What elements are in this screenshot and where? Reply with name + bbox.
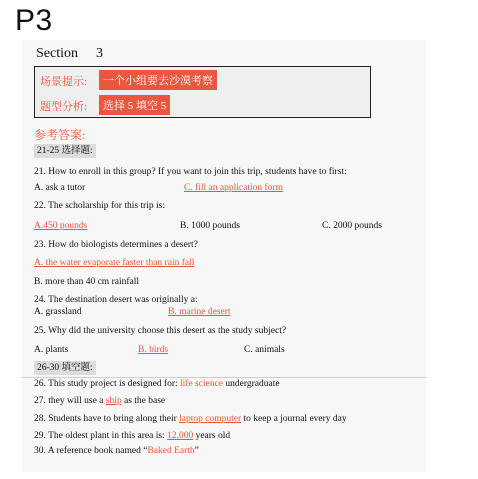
q21-answer-c: C. fill an application form	[184, 183, 283, 193]
q27-text: 27. they will use a	[34, 396, 106, 406]
section-heading	[36, 46, 103, 62]
q22-option-c: C. 2000 pounds	[322, 221, 382, 231]
scene-label: 场景提示:	[40, 76, 88, 88]
q27-suffix: as the base	[121, 396, 166, 406]
type-label: 题型分析:	[40, 101, 88, 113]
q25-option-a: A. plants	[34, 345, 69, 355]
page-label: P3	[15, 4, 53, 37]
q27	[34, 396, 165, 406]
q22-option-b: B. 1000 pounds	[180, 221, 240, 231]
q22-stem: 22. The scholarship for this trip is:	[34, 201, 165, 211]
q30-text: 30. A reference book named “	[34, 446, 148, 456]
document-page	[22, 40, 426, 472]
scene-value: 一个小组要去沙漠考察	[99, 70, 217, 90]
q24-option-a: A. grassland	[34, 307, 82, 317]
divider	[22, 377, 426, 378]
q26-answer: life science	[180, 379, 224, 389]
type-value: 选择 5 填空 5	[99, 95, 170, 115]
mc-header: 21-25 选择题:	[34, 144, 96, 158]
q24-stem: 24. The destination desert was originally a:	[34, 295, 198, 305]
q26-text: 26. This study project is designed for:	[34, 379, 181, 389]
q30-suffix: ”	[194, 446, 199, 456]
q29-text: 29. The oldest plant in this area is:	[34, 431, 168, 441]
q30-answer: Baked Earth	[147, 446, 195, 456]
q29-suffix: years old	[193, 431, 231, 441]
answers-title: 参考答案:	[34, 128, 86, 142]
q25-option-c: C. animals	[244, 345, 285, 355]
section-number: 3	[96, 46, 103, 61]
q29	[34, 431, 230, 441]
q24-answer-b: B. marine desert	[168, 307, 231, 317]
q27-answer: ship	[105, 396, 122, 406]
q26	[34, 379, 280, 389]
q21-option-a: A. ask a tutor	[34, 183, 86, 193]
scene-box	[34, 66, 371, 118]
q22-answer-a: A.450 pounds	[34, 221, 88, 231]
q21-stem: 21. How to enroll in this group? If you want to join this trip, students have to first:	[34, 167, 347, 177]
q28	[34, 414, 347, 424]
q25-answer-b: B. birds	[138, 345, 169, 355]
q29-answer: 12,000	[167, 431, 194, 441]
section-word: Section	[36, 46, 78, 61]
q28-suffix: to keep a journal every day	[241, 414, 347, 424]
q28-text: 28. Students have to bring along their	[34, 414, 180, 424]
q23-answer-a: A. the water evaporate faster than rain fall	[34, 258, 195, 268]
q23-option-b: B. more than 40 cm rainfall	[34, 277, 139, 287]
fill-header: 26-30 填空题:	[34, 361, 96, 375]
q26-suffix: undergraduate	[223, 379, 280, 389]
q28-answer: laptop computer	[179, 414, 242, 424]
q23-stem: 23. How do biologists determines a desert?	[34, 240, 198, 250]
q25-stem: 25. Why did the university choose this desert as the study subject?	[34, 326, 287, 336]
q30	[34, 446, 199, 456]
